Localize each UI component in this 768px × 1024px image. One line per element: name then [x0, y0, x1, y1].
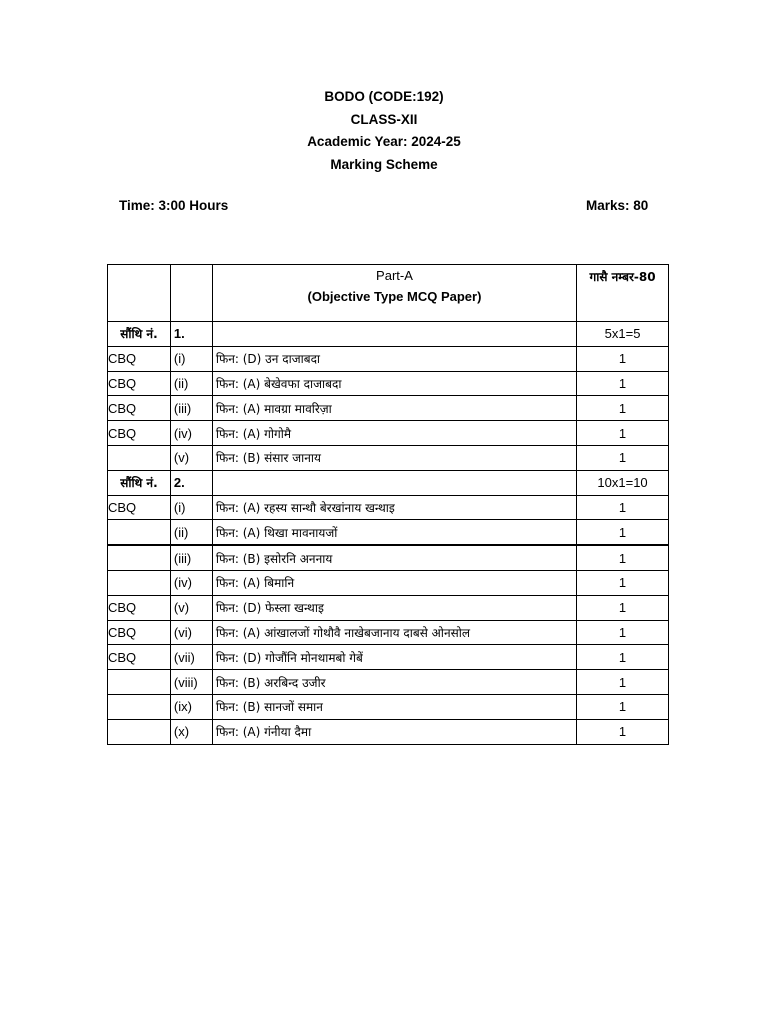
answer-mark: 1 [577, 371, 669, 396]
table-row [108, 595, 669, 620]
question-type [108, 545, 171, 570]
table-row [108, 620, 669, 645]
sub-question-number: (vii) [170, 645, 212, 670]
sub-question-number: (vi) [170, 620, 212, 645]
marking-table [107, 264, 669, 745]
header-empty-cell [108, 265, 171, 322]
answer-text: फिन: (A) मावग्रा मावरिज़ा [212, 396, 576, 421]
table-row [108, 694, 669, 719]
question-type [108, 719, 171, 744]
answer-text: फिन: (A) बेखेवफा दाजाबदा [212, 371, 576, 396]
question-number: 1. [170, 322, 212, 347]
answer-text: फिन: (D) फेस्ला खन्थाइ [212, 595, 576, 620]
question-type: CBQ [108, 371, 171, 396]
table-row [108, 645, 669, 670]
table-row [108, 570, 669, 595]
total-marks-header: गासै नम्बर-80 [577, 265, 669, 322]
sub-question-number: (iv) [170, 421, 212, 446]
sub-question-number: (x) [170, 719, 212, 744]
answer-text: फिन: (B) इसोरनि अननाय [212, 545, 576, 570]
answer-text: फिन: (B) सानजों समान [212, 694, 576, 719]
answer-text: फिन: (A) बिमानि [212, 570, 576, 595]
answer-mark: 1 [577, 545, 669, 570]
document-header [0, 86, 768, 176]
question-type [108, 570, 171, 595]
answer-mark: 1 [577, 719, 669, 744]
answer-mark: 1 [577, 346, 669, 371]
question-label: सौंथि नं. [108, 470, 171, 495]
answer-mark: 1 [577, 670, 669, 695]
sub-question-number: (ii) [170, 371, 212, 396]
question-type: CBQ [108, 645, 171, 670]
answer-text: फिन: (A) थिखा मावनायजों [212, 520, 576, 545]
answer-mark: 1 [577, 570, 669, 595]
answer-mark: 1 [577, 495, 669, 520]
question-type: CBQ [108, 421, 171, 446]
answer-text: फिन: (D) उन दाजाबदा [212, 346, 576, 371]
question-empty-cell [212, 470, 576, 495]
question-type: CBQ [108, 346, 171, 371]
section-marks: 10x1=10 [577, 470, 669, 495]
table-row [108, 670, 669, 695]
part-subtitle: (Objective Type MCQ Paper) [307, 289, 482, 304]
table-row [108, 346, 669, 371]
time-info: Time: 3:00 Hours [119, 198, 229, 213]
sub-question-number: (viii) [170, 670, 212, 695]
scheme-title: Marking Scheme [330, 156, 438, 172]
answer-text: फिन: (B) अरबिन्द उजीर [212, 670, 576, 695]
table-header-row [108, 265, 669, 322]
table-row [108, 396, 669, 421]
answer-mark: 1 [577, 445, 669, 470]
class-title: CLASS-XII [350, 111, 418, 127]
sub-question-number: (i) [170, 495, 212, 520]
question-empty-cell [212, 322, 576, 347]
question-section-row [108, 322, 669, 347]
question-type [108, 445, 171, 470]
sub-question-number: (v) [170, 595, 212, 620]
question-section-row [108, 470, 669, 495]
table-row [108, 545, 669, 570]
question-type [108, 670, 171, 695]
answer-mark: 1 [577, 520, 669, 545]
table-row [108, 495, 669, 520]
table-row [108, 719, 669, 744]
question-type [108, 520, 171, 545]
subject-title: BODO (CODE:192) [324, 89, 444, 104]
sub-question-number: (ii) [170, 520, 212, 545]
question-number: 2. [170, 470, 212, 495]
answer-mark: 1 [577, 396, 669, 421]
answer-mark: 1 [577, 421, 669, 446]
answer-text: फिन: (A) आंखालजों गोथौवै नाखेबजानाय दाबसे ओनसोल [212, 620, 576, 645]
part-title: Part-A [376, 268, 413, 283]
question-label: सौंथि नं. [108, 322, 171, 347]
answer-text: फिन: (A) रहस्य सान्थौ बेरखांनाय खन्थाइ [212, 495, 576, 520]
answer-text: फिन: (A) गंनीया दैमा [212, 719, 576, 744]
sub-question-number: (v) [170, 445, 212, 470]
answer-text: फिन: (D) गोजौंनि मोनथामबो गेबें [212, 645, 576, 670]
table-row [108, 445, 669, 470]
answer-mark: 1 [577, 620, 669, 645]
academic-year: Academic Year: 2024-25 [307, 134, 461, 149]
answer-mark: 1 [577, 595, 669, 620]
question-type: CBQ [108, 595, 171, 620]
part-title-cell [212, 265, 576, 322]
sub-question-number: (i) [170, 346, 212, 371]
sub-question-number: (iii) [170, 545, 212, 570]
table-row [108, 520, 669, 545]
question-type: CBQ [108, 495, 171, 520]
answer-text: फिन: (A) गोगोमै [212, 421, 576, 446]
question-type [108, 694, 171, 719]
table-row [108, 371, 669, 396]
table-row [108, 421, 669, 446]
sub-question-number: (ix) [170, 694, 212, 719]
section-marks: 5x1=5 [577, 322, 669, 347]
question-type: CBQ [108, 396, 171, 421]
answer-text: फिन: (B) संसार जानाय [212, 445, 576, 470]
marks-info: Marks: 80 [586, 198, 649, 213]
header-empty-cell [170, 265, 212, 322]
answer-mark: 1 [577, 645, 669, 670]
sub-question-number: (iii) [170, 396, 212, 421]
sub-question-number: (iv) [170, 570, 212, 595]
answer-mark: 1 [577, 694, 669, 719]
question-type: CBQ [108, 620, 171, 645]
